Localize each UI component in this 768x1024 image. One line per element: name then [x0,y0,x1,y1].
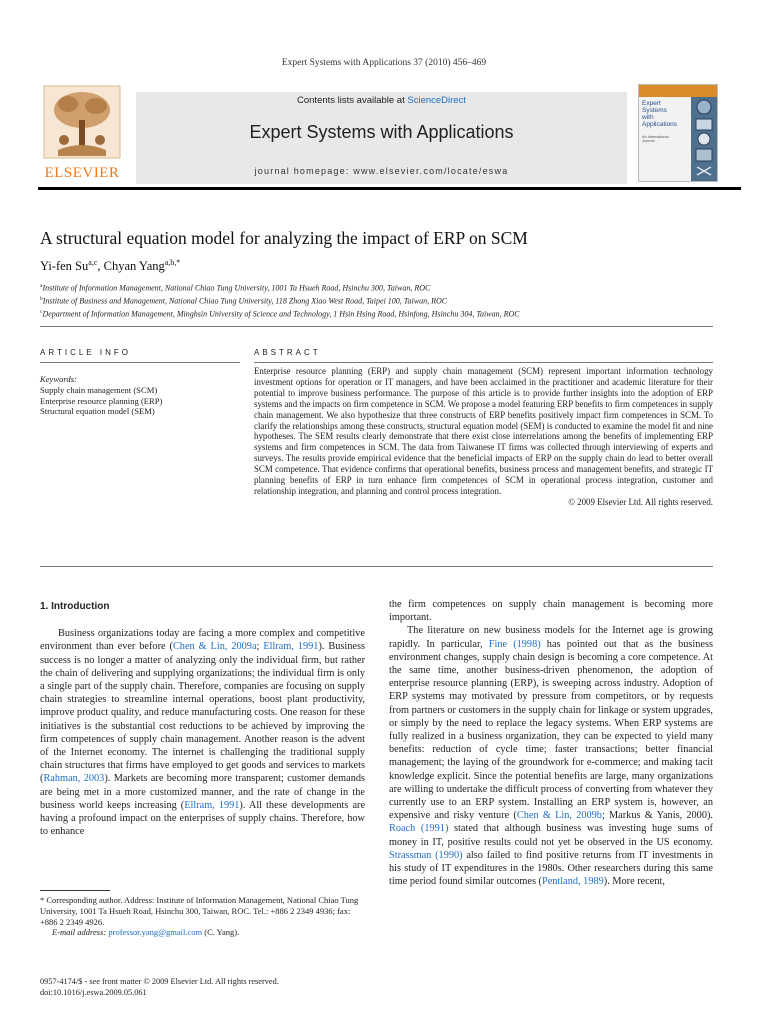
elsevier-logo [38,84,126,182]
affiliations [40,281,740,320]
footnote-rule [40,890,110,891]
tree-emblem-icon [38,84,126,162]
author-affil-marker[interactable]: a,b,* [164,258,181,267]
divider [40,362,240,363]
text-run: The literature on new business models for the Internet age is growing rapidly. In particular, [389,625,713,650]
citation-link[interactable]: Fine (1998) [488,638,541,650]
sciencedirect-link[interactable]: ScienceDirect [407,95,466,106]
author-list [40,258,180,274]
citation-link[interactable]: Chen & Lin, 2009b [516,810,602,822]
text-run: Business organizations today are facing a more complex and competitive environment than ever before ( [40,628,365,653]
abstract-body [254,366,713,508]
text-run: ). Business success is no longer a matter of analyzing only the individual firm, but rather the chain of delivering and supplying organizations; the individual firm is only a single part of the supply chain. Therefore, companies are focusing on supply chain strategies to streamline internal operations, boost plant productivity, improve product quality, and reduce manufacturing costs. One reason for these initiatives is the substantial cost reductions to be achieved by improving the firm competences of supply chain management. Another reason is the advent of the Internet economy. The internet is challenging the traditional supply chain structures that firms have employed to get goods and services to markets ( [40,641,365,785]
abstract-copyright: © 2009 Elsevier Ltd. All rights reserved. [568,496,713,507]
imprint [40,976,366,998]
abstract-text: Enterprise resource planning (ERP) and supply chain management (SCM) represent important information technology investment options for operation or IT managers, and have been acclaimed in the practitioner and academic literature for their potential to improve business performance. The purpose of this article is to provide further insights into the adoption of ERP systems and the impacts on firm competence in SCM. We propose a model featuring ERP benefits to firm competences in supply chain management. We also hypothesize that three constructs of ERP benefits positively impact firm competences in SCM. To clarify the relationships among these constructs, structural equation model (SEM) is conducted to examine the model fit and nine hypotheses. The SEM results clearly demonstrate that there exist close interrelations among the benefits of implementing ERP systems and firm competences in SCM. The data from Taiwanese IT firms was collected through interviewing of experts and surveys. The results provide empirical evidence that the beneficial impacts of ERP on the supply chain do lead to better overall SCM competence. That evidence confirms that operational benefits, business process and management benefits, and strategic IT planning benefits of ERP in turn enhance firm competences of SCM in operational process integration, customer and relationship integration, and planning and control process integration. [254,366,713,496]
citation-link[interactable]: Ellram, 1991 [263,641,319,653]
keyword: Structural equation model (SEM) [40,406,155,417]
affiliation: $^a$Institute of Information Management, National Chiao Tung University, 1001 Ta Hsueh Road, Hsinchu 300, Taiwan, ROC [40,283,431,293]
issn-line: 0957-4174/$ - see front matter © 2009 Elsevier Ltd. All rights reserved. [40,977,279,986]
text-run: ). More recent, [603,876,665,888]
intro-paragraph [40,627,365,838]
email-link[interactable]: professor.yang@gmail.com [108,927,203,938]
affiliation: $^b$Institute of Business and Management, National Chiao Tung University, 118 Zhong Xiao West Road, Taipei 100, Taiwan, ROC [40,296,448,306]
email-label: E-mail address: [52,927,109,938]
body-column-right [389,598,713,888]
intro-paragraph-continued: the firm competences on supply chain management is becoming more important. [389,599,713,624]
affiliation: $^c$Department of Information Management, Minghsin University of Science and Technology, 1 Hsin Hsing Road, Hsinfong, Hsinchu 304, Taiwan, ROC [40,309,520,319]
citation-link[interactable]: Chen & Lin, 2009a [172,641,257,653]
email-suffix: (C. Yang). [202,927,240,938]
journal-cover [638,84,718,182]
divider [40,326,713,327]
abstract-heading: ABSTRACT [254,348,321,357]
paper-title: A structural equation model for analyzing the impact of ERP on SCM [40,228,528,248]
text-run: has pointed out that as the business environment changes, supply chain design is becoming a core competence. At the same time, another business-driven phenomenon, the adoption of enterprise resource planning (ERP), is sweeping across industry. Adoption of ERP systems may motivated by pressure from competitors, or by requests from partners or customers in the supply chain for linkage or system upgrades, or simply by the need to replace the legacy systems. When ERP systems are fully realized in a business organization, they can be expected to yield many benefits: reduction of cycle time; faster transactions; better financial management; the laying of the groundwork for e-commerce; and making tacit knowledge explicit. Since the potential benefits are large, many organizations are willing to undertake the difficult process of converting from whatever they currently use to an ERP system. Installing an ERP system is, however, an expensive and risky venture ( [389,638,713,822]
body-column-left [40,598,365,838]
journal-citation: Expert Systems with Applications 37 (2010) 456–469 [281,58,487,68]
corresponding-author-note: * Corresponding author. Address: Institute of Information Management, National Chiao Tung University, 1001 Ta Hsueh Road, Hsinchu 300, Taiwan, ROC. Tel.: +886 2 2349 4936; fax: +886 2 2349 4926. [40,895,359,927]
section-title: 1. Introduction [40,601,110,612]
text-run: stated that although business was investing huge sums of money in IT, positive results could not yet be observed in the US economy. [389,823,713,848]
elsevier-wordmark: ELSEVIER [44,165,120,181]
keywords-label: Keywords: [40,374,77,384]
text-run: ; Markus & Yanis, 2000). [601,810,713,822]
text-run: ). Markets are becoming more transparent; customer demands are being met in a more customized manner, and the rate of change in the business world keeps increasing ( [40,773,366,811]
citation-link[interactable]: Roach (1991) [389,823,449,835]
author-name[interactable]: Yi-fen Su [40,259,89,274]
contents-line [136,95,627,106]
journal-masthead [136,92,627,184]
citation-link[interactable]: Pentland, 1989 [542,876,604,888]
email-line [40,927,366,938]
author-separator: , [97,259,104,274]
text-run: also failed to find positive returns from IT investments in his study of IT expenditures in the 1980s. Other researchers during this same time period found similar outcomes ( [389,849,714,888]
doi-line[interactable]: doi:10.1016/j.eswa.2009.05.061 [40,988,147,997]
keyword: Enterprise resource planning (ERP) [40,395,163,406]
cover-title: Expert Systems with Applications [642,100,678,128]
keyword: Supply chain management (SCM) [40,384,158,395]
keywords-block [40,374,240,417]
journal-homepage[interactable]: journal homepage: www.elsevier.com/locate/eswa [254,166,509,176]
citation-link[interactable]: Ellram, 1991 [184,799,240,811]
contents-prefix: Contents lists available at [297,95,408,106]
citation-link[interactable]: Rahman, 2003 [43,773,105,785]
divider [254,362,713,363]
cover-subtitle: An International Journal [642,135,669,144]
article-info-heading: ARTICLE INFO [40,348,131,357]
text-run: ). All these developments are having a profound impact on the enterprises of supply chains. Therefore, how to enhance [40,799,366,838]
text-run: ; [256,641,264,653]
author-name[interactable]: Chyan Yang [103,259,165,274]
header-rule [38,187,741,190]
intro-paragraph [389,624,713,888]
citation-link[interactable]: Strassman (1990) [389,849,463,861]
journal-title: Expert Systems with Applications [249,122,514,142]
author-affil-marker[interactable]: a,c [88,258,98,267]
divider [40,566,713,567]
corresponding-author-footnote [40,895,366,938]
